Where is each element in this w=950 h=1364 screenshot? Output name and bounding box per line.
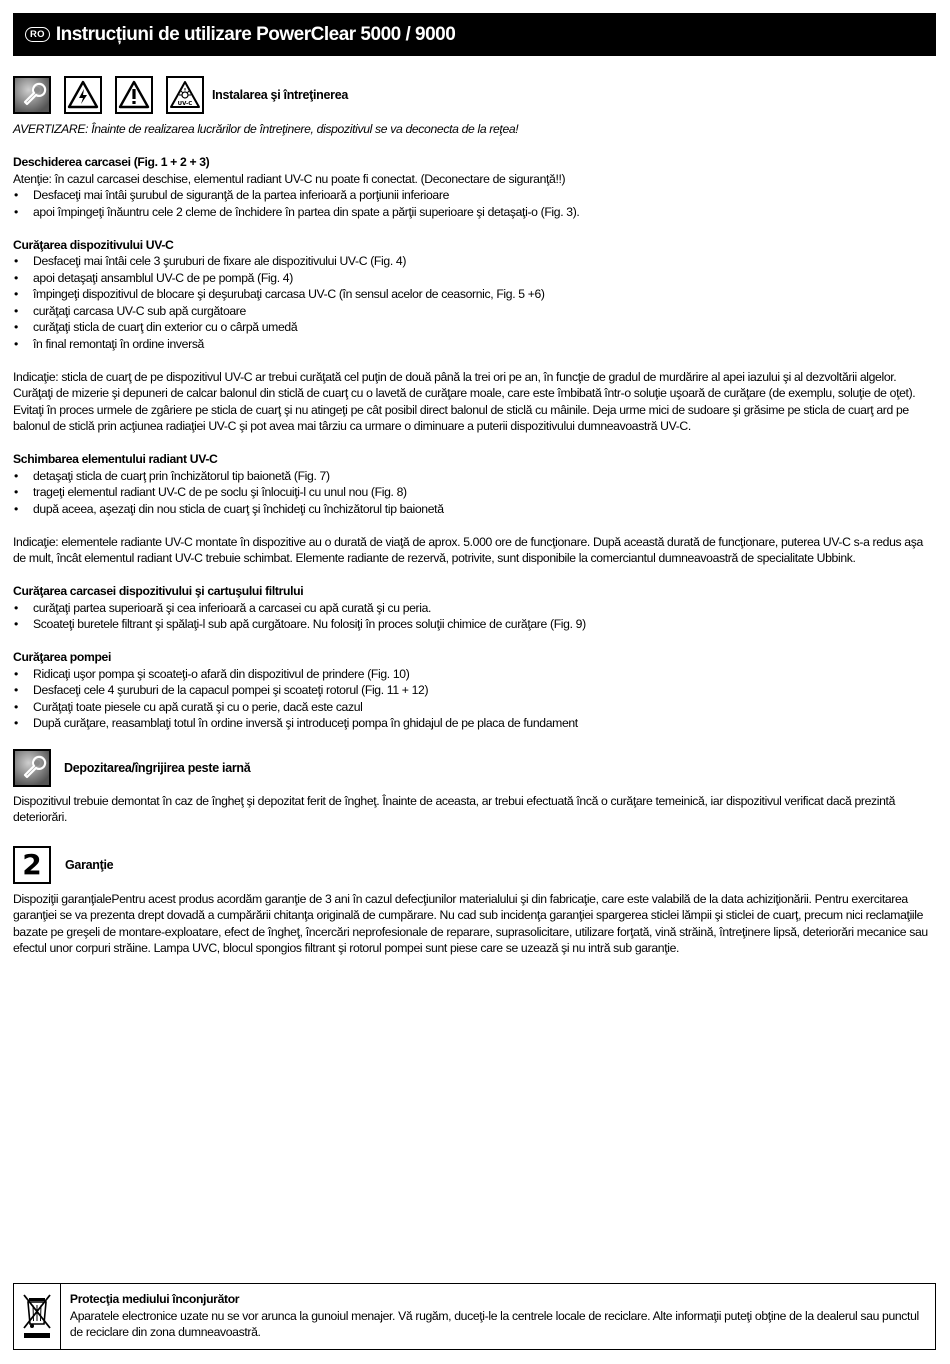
uvc-cleaning-note: Indicaţie: sticla de cuarţ de pe dispozitivul UV-C ar trebui curăţată cel puţin de două până la trei ori pe an, în funcţie de gradul de murdărire al apei iazului şi al dezvoltării algelor. Curăţaţi de mizerie şi depuneri de calcar balonul din sticlă de cuarţ cu o lavetă de curăţare moale, care este îmbibată într-o soluţie uşoară de curăţare (de exemplu, soluţie de oţet). Evitaţi în proces urmele de zgâriere pe sticla de cuarţ şi nu atingeţi pe cât posibil direct balonul de sticlă cu mâinile. Deja urme mici de sudoare şi grăsime pe sticla de cuarţ ard pe balonul de sticlă prin acţiunea radiaţiei UV-C şi pot avea mai târziu ca urmare o diminuare a puterii dispozitivului dumneavoastră UV-C. — [13, 369, 916, 433]
install-heading-row — [13, 75, 936, 115]
storage-heading-row — [13, 748, 936, 788]
uv-c-icon-label: UV-C — [177, 101, 193, 107]
page-title: Instrucțiuni de utilizare PowerClear 5000 / 9000 — [55, 23, 456, 45]
general-warning-icon — [115, 76, 153, 114]
uvc-cleaning-list — [13, 253, 936, 352]
environment-notice-box — [13, 1283, 936, 1350]
list-item: • Desfaceţi mai întâi şurubul de siguranţă de la partea inferioară a porţiunii inferioare — [13, 187, 936, 204]
storage-heading: Depozitarea/îngrijirea peste iarnă — [64, 760, 251, 775]
list-item: • apoi împingeţi înăuntru cele 2 cleme de închidere în partea din spate a părţii superioare şi detaşaţi-o (Fig. 3). — [13, 204, 936, 221]
electric-hazard-warning-icon — [64, 76, 102, 114]
list-item: • împingeţi dispozitivul de blocare şi deşurubaţi carcasa UV-C (în sensul acelor de ceasornic, Fig. 5 +6) — [13, 286, 936, 303]
replacement-list — [13, 468, 936, 518]
list-item: • apoi detaşaţi ansamblul UV-C de pe pompă (Fig. 4) — [13, 270, 936, 287]
list-item: • în final remontaţi în ordine inversă — [13, 336, 936, 353]
list-item: • Scoateţi buretele filtrant şi spălaţi-l sub apă curgătoare. Nu folosiţi în proces soluţii chimice de curăţare (Fig. 9) — [13, 616, 936, 633]
list-item: • Desfaceţi cele 4 şuruburi de la capacul pompei şi scoateţi rotorul (Fig. 11 + 12) — [13, 682, 936, 699]
opening-heading: Deschiderea carcasei (Fig. 1 + 2 + 3) — [13, 155, 210, 169]
opening-note: Atenţie: în cazul carcasei deschise, elementul radiant UV-C nu poate fi conectat. (Deconectare de siguranţă!!) — [13, 171, 566, 186]
wrench-maintenance-icon — [13, 749, 51, 787]
filter-cleaning-heading: Curăţarea carcasei dispozitivului şi cartuşului filtrului — [13, 584, 304, 598]
list-item: • după aceea, aşezaţi din nou sticla de cuarţ şi închideţi cu închizătorul tip baionetă — [13, 501, 936, 518]
maintenance-warning: AVERTIZARE: Înainte de realizarea lucrărilor de întreţinere, dispozitivul se va deconecta de la reţea! — [13, 122, 519, 136]
list-item: • curăţaţi sticla de cuarţ din exterior cu o cârpă umedă — [13, 319, 936, 336]
uvc-cleaning-heading: Curăţarea dispozitivului UV-C — [13, 237, 174, 252]
list-item: • curăţaţi carcasa UV-C sub apă curgătoare — [13, 303, 936, 320]
warranty-heading: Garanţie — [65, 857, 114, 872]
storage-text: Dispozitivul trebuie demontat în caz de îngheţ şi depozitat ferit de îngheţ. Înainte de aceasta, ar trebui efectuată încă o curăţare temeinică, iar dispozitivul verificat dacă prezintă deteriorări. — [13, 793, 896, 824]
warranty-heading-row — [13, 845, 936, 885]
header-bar — [13, 13, 936, 56]
list-item: • detaşaţi sticla de cuarţ prin închizătorul tip baionetă (Fig. 7) — [13, 468, 936, 485]
list-item: • curăţaţi partea superioară şi cea inferioară a carcasei cu apă curată şi cu peria. — [13, 600, 936, 617]
wrench-maintenance-icon — [13, 76, 51, 114]
replacement-heading: Schimbarea elementului radiant UV-C — [13, 452, 218, 466]
pump-cleaning-list — [13, 666, 936, 732]
list-item: • Curăţaţi toate piesele cu apă curată şi cu o perie, dacă este cazul — [13, 699, 936, 716]
list-item: • După curăţare, reasamblaţi totul în ordine inversă şi introduceţi pompa în ghidajul de pe placa de fundament — [13, 715, 936, 732]
language-badge: RO — [25, 27, 50, 42]
filter-cleaning-list — [13, 600, 936, 633]
opening-list — [13, 187, 936, 220]
install-heading: Instalarea şi întreţinerea — [212, 88, 349, 102]
footer-text-block — [61, 1284, 935, 1349]
uv-c-radiation-warning-icon — [166, 76, 204, 114]
warranty-text: Dispoziţii garanţialePentru acest produs acordăm garanţie de 3 ani în cazul defecţiunilor materialului şi din fabricaţie, care este valabilă de la data achiziţionării. Pentru exercitarea garanţiei se va prezenta drept dovadă a cumpărării chitanţa originală de cumpărare. Nu cad sub incidenţa garanţiei spargerea sticlei lămpii şi sticlei de cuarţ, precum nici reclamaţiile bazate pe greşeli de montare-exploatare, efect de îngheţ, încercări neprofesionale de reparare, suprasolicitare, utilizare forţată, vină străină, întreţinere lipsă, deteriorări mecanice sau efectul unor corpuri străine. Lampa UVC, blocul spongios filtrant şi rotorul pompei sunt piese care se uzează şi nu intră sub garanţie. — [13, 891, 928, 955]
main-text — [13, 121, 936, 732]
page — [13, 13, 936, 957]
footer-text: Aparatele electronice uzate nu se vor arunca la gunoiul menajer. Vă rugăm, duceţi-le la centrele locale de reciclare. Alte informaţii puteţi obţine de la dealerul sau punctul de reciclare din zona dumneavoastră. — [69, 1308, 919, 1339]
footer-icon-cell — [14, 1284, 61, 1349]
list-item: • Desfaceţi mai întâi cele 3 şuruburi de fixare ale dispozitivului UV-C (Fig. 4) — [13, 253, 936, 270]
list-item: • trageţi elementul radiant UV-C de pe soclu şi înlocuiţi-l cu unul nou (Fig. 8) — [13, 484, 936, 501]
replacement-note: Indicaţie: elementele radiante UV-C montate în dispozitive au o durată de viaţă de aprox. 5.000 ore de funcţionare. După această durată de funcţionare, puterea UV-C s-a redus aşa de mult, încât elementul radiant UV-C trebuie schimbat. Elemente radiante de rezervă, potrivite, sunt disponibile la comerciantul dumneavoastră de specialitate Ubbink. — [13, 534, 923, 565]
crossed-out-wheelie-bin-icon — [20, 1292, 54, 1342]
pump-cleaning-heading: Curăţarea pompei — [13, 650, 112, 664]
list-item: • Ridicaţi uşor pompa şi scoateţi-o afară din dispozitivul de prindere (Fig. 10) — [13, 666, 936, 683]
footer-heading: Protecţia mediului înconjurător — [69, 1292, 240, 1306]
warranty-years-badge: 2 — [13, 846, 51, 884]
